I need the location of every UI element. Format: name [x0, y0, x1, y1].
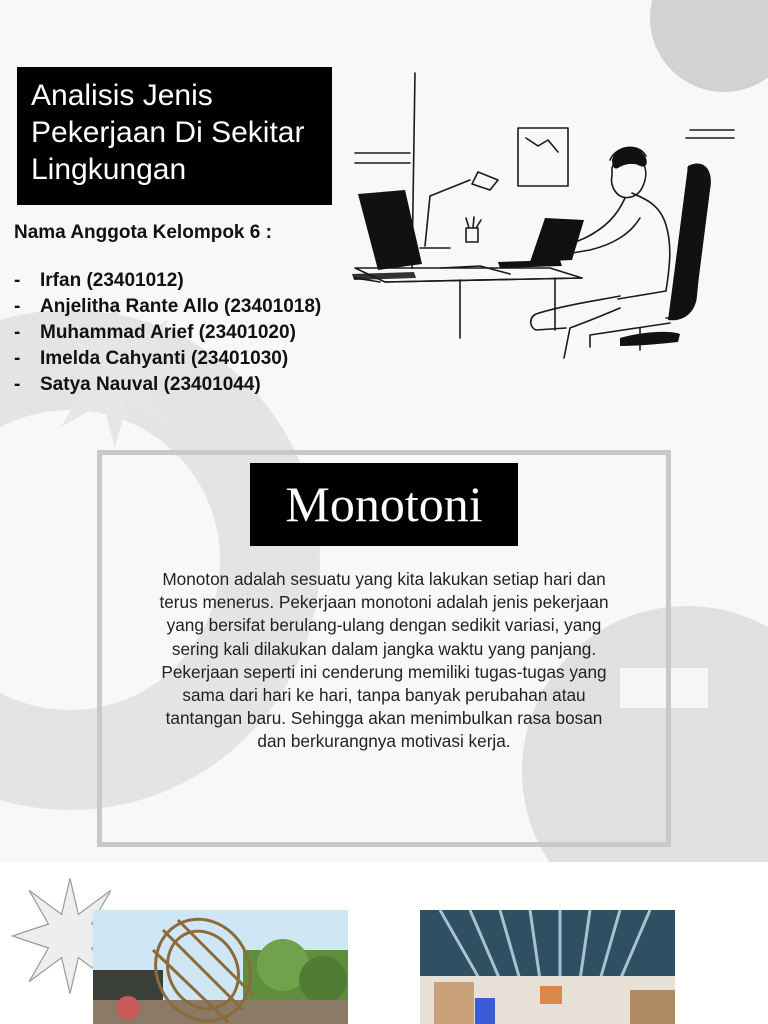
list-marker: -	[14, 270, 21, 291]
member-item	[14, 348, 321, 374]
member-item	[14, 270, 321, 296]
section-heading: Monotoni	[250, 463, 518, 546]
member-item	[14, 374, 321, 400]
list-marker: -	[14, 374, 21, 395]
paragraph: Monoton adalah sesuatu yang kita lakukan setiap hari dan terus menerus. Pekerjaan monotoni adalah jenis pekerjaan yang bersifat berulang-ulang dengan sedikit variasi, yang sering kali dilakukan dalam jangka waktu yang panjang.	[159, 569, 609, 659]
member-name: Muhammad Arief (23401020)	[40, 322, 296, 343]
group-heading: Nama Anggota Kelompok 6 :	[14, 222, 272, 243]
member-item	[14, 296, 321, 322]
title-box	[17, 67, 332, 205]
photo-woven-basket	[93, 910, 348, 1024]
page-title: Analisis Jenis Pekerjaan Di Sekitar Lingkungan	[31, 79, 305, 186]
member-list	[14, 270, 321, 400]
photo-warehouse	[420, 910, 675, 1024]
list-marker: -	[14, 296, 21, 317]
member-item	[14, 322, 321, 348]
member-name: Irfan (23401012)	[40, 270, 184, 291]
list-marker: -	[14, 348, 21, 369]
list-marker: -	[14, 322, 21, 343]
member-name: Anjelitha Rante Allo (23401018)	[40, 296, 322, 317]
section-body	[150, 568, 618, 754]
member-name: Satya Nauval (23401044)	[40, 374, 261, 395]
paragraph: Pekerjaan seperti ini cenderung memiliki tugas-tugas yang sama dari hari ke hari, tanpa banyak perubahan atau tantangan baru. Sehingga akan menimbulkan rasa bosan dan berkurangnya motivasi kerja.	[161, 661, 607, 752]
office-worker-illustration	[350, 68, 745, 363]
member-name: Imelda Cahyanti (23401030)	[40, 348, 289, 369]
